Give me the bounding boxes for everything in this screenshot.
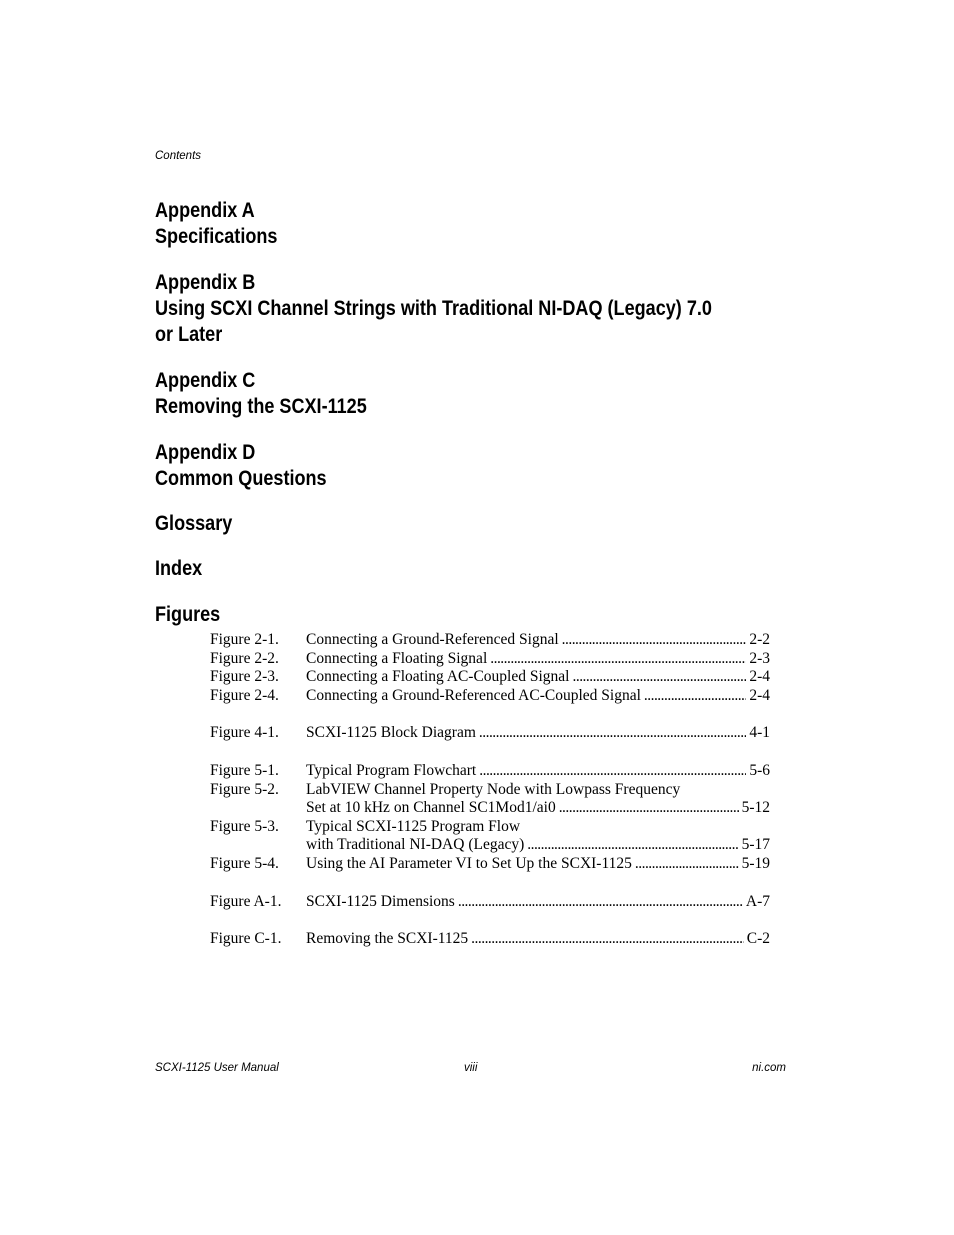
dot-leader xyxy=(471,930,744,948)
figure-page: 2-2 xyxy=(749,631,770,648)
figures-heading: Figures xyxy=(155,603,221,626)
figure-number: Figure 2-2. xyxy=(210,650,279,667)
figure-number: Figure 5-4. xyxy=(210,855,279,872)
dot-leader xyxy=(562,631,747,649)
footer-manual-title: SCXI-1125 User Manual xyxy=(155,1062,279,1074)
figure-page: C-2 xyxy=(746,930,770,947)
figure-title: SCXI-1125 Dimensions xyxy=(306,893,455,910)
glossary-heading[interactable]: Glossary xyxy=(155,512,233,535)
index-heading[interactable]: Index xyxy=(155,557,203,580)
figure-page: 5-17 xyxy=(741,836,770,853)
figure-page: 5-12 xyxy=(741,799,770,816)
dot-leader xyxy=(635,855,739,873)
appendix-a-title: Specifications xyxy=(155,225,278,248)
figure-title: Typical Program Flowchart xyxy=(306,762,477,779)
appendix-d-title: Common Questions xyxy=(155,467,327,490)
dot-leader xyxy=(644,687,746,705)
appendix-d-heading[interactable] xyxy=(155,440,327,492)
appendix-c-label: Appendix C xyxy=(155,369,256,392)
figure-entry[interactable] xyxy=(210,781,770,817)
figure-title: Removing the SCXI-1125 xyxy=(306,930,469,947)
figure-page: 5-6 xyxy=(749,762,770,779)
figure-number: Figure 2-1. xyxy=(210,631,279,648)
figure-title: Set at 10 kHz on Channel SC1Mod1/ai0 xyxy=(306,799,556,816)
running-head: Contents xyxy=(155,150,202,162)
figure-title: Connecting a Floating AC-Coupled Signal xyxy=(306,668,570,685)
appendix-c-title: Removing the SCXI-1125 xyxy=(155,395,367,418)
figure-page: 2-4 xyxy=(749,687,770,704)
appendix-d-label: Appendix D xyxy=(155,441,256,464)
figure-title-line1: Typical SCXI-1125 Program Flow xyxy=(306,818,521,835)
figure-number: Figure 4-1. xyxy=(210,724,279,741)
footer-page-number: viii xyxy=(464,1062,478,1074)
figure-page: 2-3 xyxy=(749,650,770,667)
figure-title-line1: LabVIEW Channel Property Node with Lowpass Frequency xyxy=(306,781,681,798)
figure-title: Using the AI Parameter VI to Set Up the SCXI-1125 xyxy=(306,855,632,872)
dot-leader xyxy=(479,724,746,742)
figure-title: SCXI-1125 Block Diagram xyxy=(306,724,476,741)
figure-page: A-7 xyxy=(745,893,770,910)
figure-title: Connecting a Floating Signal xyxy=(306,650,488,667)
figure-number: Figure 5-3. xyxy=(210,818,279,835)
figure-number: Figure C-1. xyxy=(210,930,282,947)
dot-leader xyxy=(559,799,739,817)
dot-leader xyxy=(479,762,746,780)
figure-number: Figure 2-4. xyxy=(210,687,279,704)
figure-title: with Traditional NI-DAQ (Legacy) xyxy=(306,836,525,853)
appendix-b-label: Appendix B xyxy=(155,271,256,294)
figure-page: 4-1 xyxy=(749,724,770,741)
appendix-c-heading[interactable] xyxy=(155,368,367,420)
figure-number: Figure 5-1. xyxy=(210,762,279,779)
dot-leader xyxy=(527,836,738,854)
appendix-a-heading[interactable] xyxy=(155,198,277,250)
dot-leader xyxy=(458,893,743,911)
appendix-b-title-cont: or Later xyxy=(155,323,223,346)
appendix-b-title: Using SCXI Channel Strings with Traditional NI-DAQ (Legacy) 7.0 xyxy=(155,297,712,320)
figure-title: Connecting a Ground-Referenced Signal xyxy=(306,631,559,648)
figure-number: Figure 5-2. xyxy=(210,781,279,798)
figure-number: Figure 2-3. xyxy=(210,668,279,685)
figure-page: 5-19 xyxy=(741,855,770,872)
appendix-b-heading[interactable] xyxy=(155,270,712,348)
figure-number: Figure A-1. xyxy=(210,893,282,910)
appendix-a-label: Appendix A xyxy=(155,199,255,222)
dot-leader xyxy=(490,650,746,668)
figure-page: 2-4 xyxy=(749,668,770,685)
footer-website: ni.com xyxy=(752,1062,786,1074)
dot-leader xyxy=(573,668,747,686)
figure-title: Connecting a Ground-Referenced AC-Coupled Signal xyxy=(306,687,641,704)
figure-entry[interactable] xyxy=(210,818,770,854)
